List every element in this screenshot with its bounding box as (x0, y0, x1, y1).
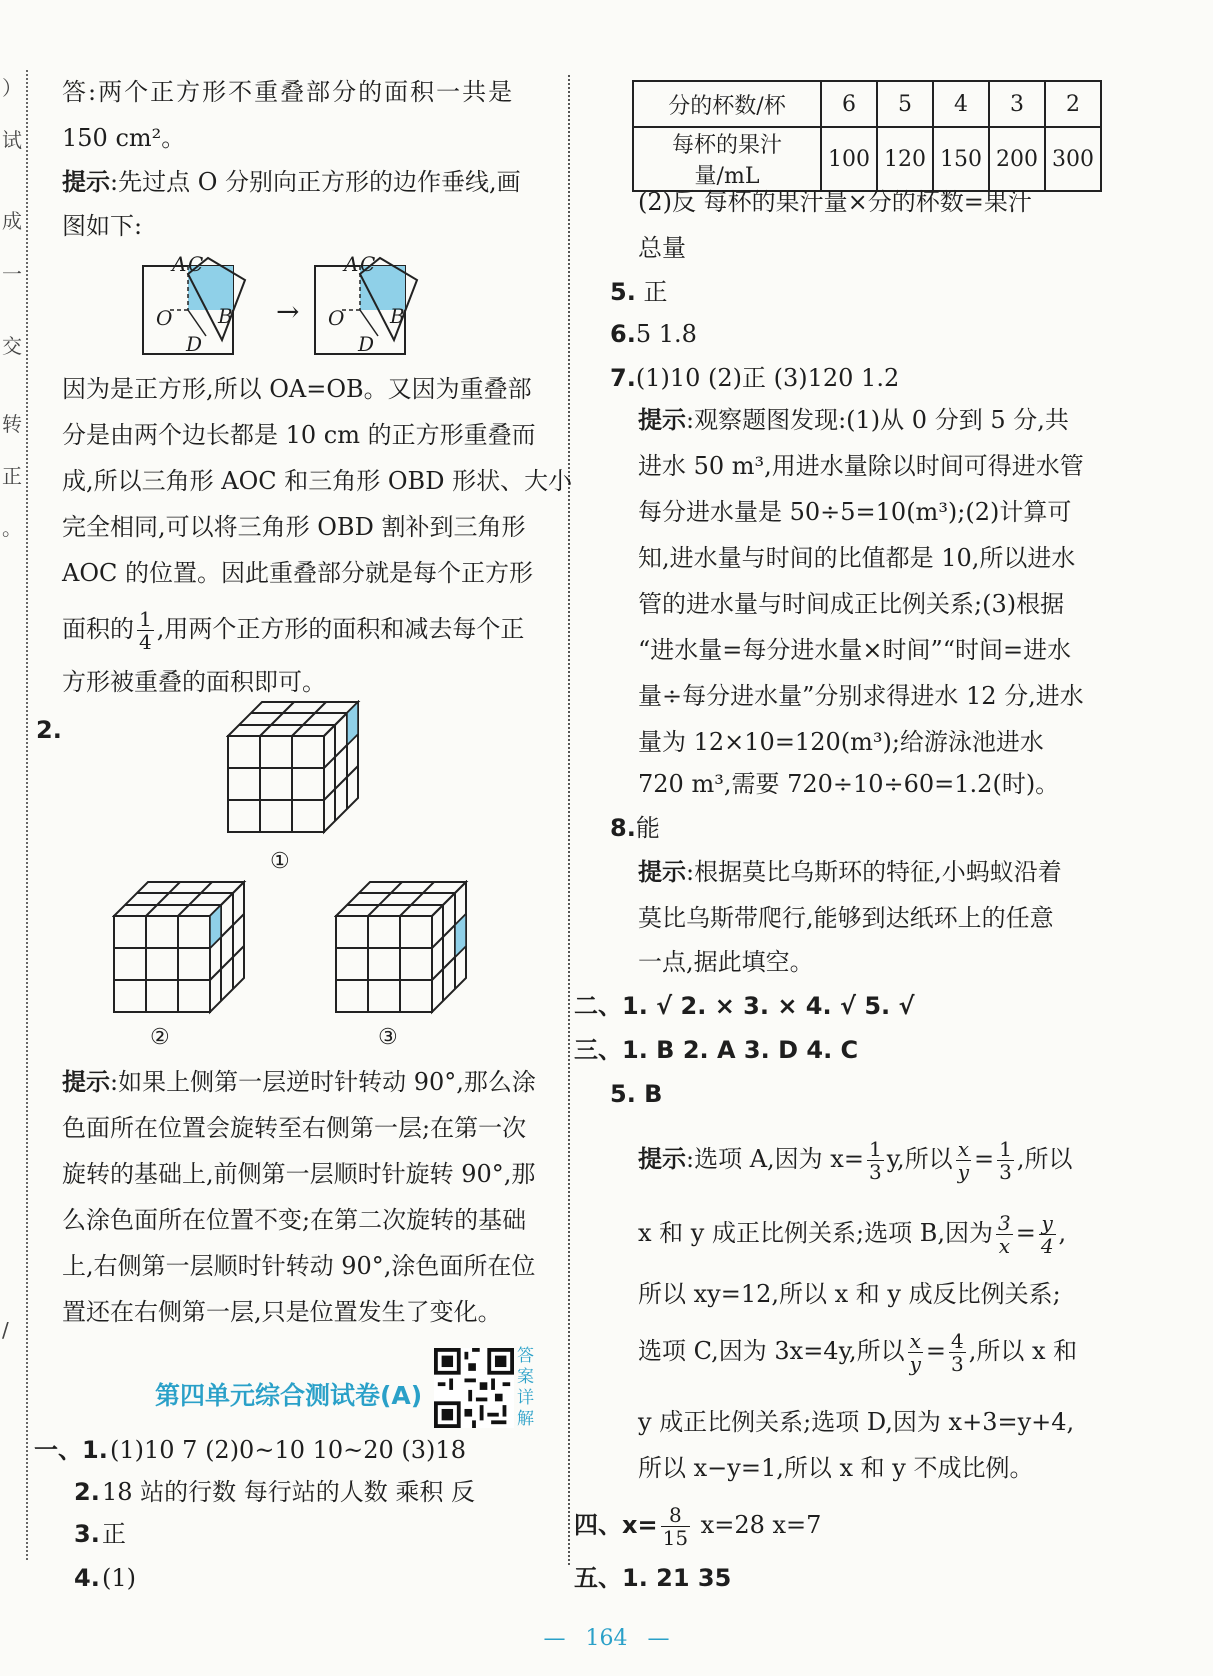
hint-line: 一点,据此填空。 (638, 948, 814, 976)
explanation-line: 分是由两个边长都是 10 cm 的正方形重叠而 (62, 421, 536, 449)
question-number: 4. (74, 1564, 100, 1592)
table-cell: 5 (877, 81, 933, 127)
hint-line: 提示:选项 A,因为 x= $\frac{1}{3}$ y,所以 $\frac{x}{y}$ = $\frac{1}{3}$ ,所以 (638, 1137, 1073, 1184)
fig-label-B: B (390, 304, 405, 328)
hint-line: 色面所在位置会旋转至右侧第一层;在第一次 (62, 1114, 527, 1142)
column-divider (568, 75, 570, 1565)
hint-line: 置还在右侧第一层,只是位置发生了变化。 (62, 1298, 502, 1326)
margin-char: 一 (2, 262, 22, 286)
hint-line: 提示:根据莫比乌斯环的特征,小蚂蚁沿着 (638, 858, 1062, 886)
answer-line: 总量 (638, 234, 686, 262)
margin-char: 转 (2, 412, 22, 436)
answer-line: 5. 正 (610, 278, 668, 306)
explanation-line: 因为是正方形,所以 OA=OB。又因为重叠部 (62, 375, 532, 403)
table-cell: 4 (933, 81, 989, 127)
fig-label-B: B (218, 304, 233, 328)
question-number: 一、1. (34, 1436, 108, 1464)
hint-line: 提示:观察题图发现:(1)从 0 分到 5 分,共 (638, 406, 1069, 434)
fraction: $\frac{1}{3}$ (999, 1137, 1012, 1184)
fraction: $\frac{8}{15}$ (662, 1503, 689, 1550)
hint-line: 旋转的基础上,前侧第一层顺时针旋转 90°,那 (62, 1160, 536, 1188)
fraction: $\frac{x}{y}$ (957, 1137, 969, 1184)
fig-label-C: C (188, 252, 204, 276)
table-cell: 100 (821, 127, 877, 191)
fig-label-D: D (358, 332, 375, 356)
binding-margin-line (26, 70, 28, 1560)
margin-char: 试 (2, 128, 22, 152)
answer-line: (1) (102, 1564, 136, 1592)
answer-line: 8.能 (610, 814, 660, 842)
hint-line: 提示:先过点 O 分别向正方形的边作垂线,画 (62, 168, 521, 196)
margin-char: 。 (2, 516, 22, 540)
cube-figure-1 (226, 700, 366, 840)
hint-line: x 和 y 成正比例关系;选项 B,因为 $\frac{3}{x}$ = $\frac{y}{4}$ , (638, 1211, 1067, 1258)
hint-line: 所以 x−y=1,所以 x 和 y 不成比例。 (638, 1454, 1034, 1482)
table-row (633, 81, 1101, 127)
table-cell: 每杯的果汁量/mL (633, 127, 821, 191)
hint-line: 进水 50 m³,用进水量除以时间可得进水管 (638, 452, 1084, 480)
hint-line: 莫比乌斯带爬行,能够到达纸环上的任意 (638, 904, 1054, 932)
answer-line: 18 站的行数 每行站的人数 乘积 反 (102, 1478, 476, 1506)
fig-label-D: D (186, 332, 203, 356)
answer-line: (1)10 7 (2)0~10 10~20 (3)18 (110, 1436, 466, 1464)
answer-line: 正 (102, 1520, 126, 1548)
answer-line: 150 cm²。 (62, 124, 186, 152)
hint-line: 上,右侧第一层顺时针转动 90°,涂色面所在位 (62, 1252, 536, 1280)
hint-line: 量÷每分进水量”分别求得进水 12 分,进水 (638, 682, 1084, 710)
hint-line: 知,进水量与时间的比值都是 10,所以进水 (638, 544, 1076, 572)
explanation-line: 完全相同,可以将三角形 OBD 割补到三角形 (62, 513, 526, 541)
table-cell: 150 (933, 127, 989, 191)
question-number: 2. (36, 716, 62, 744)
fig-label-C: C (360, 252, 376, 276)
hint-line: 每分进水量是 50÷5=10(m³);(2)计算可 (638, 498, 1072, 526)
juice-table (632, 80, 1102, 192)
hint-line: 量为 12×10=120(m³);给游泳池进水 (638, 728, 1044, 756)
arrow-icon: → (276, 295, 300, 328)
fraction: $\frac{x}{y}$ (909, 1329, 921, 1376)
hint-label: 提示 (62, 168, 110, 196)
fig-label-O: O (156, 306, 173, 330)
hint-line: 720 m³,需要 720÷10÷60=1.2(时)。 (638, 770, 1060, 798)
answer-line: 三、1. B 2. A 3. D 4. C (574, 1036, 859, 1064)
table-cell: 200 (989, 127, 1045, 191)
margin-char: / (2, 1318, 9, 1342)
cube-label-2: ② (150, 1025, 170, 1050)
hint-line: y 成正比例关系;选项 D,因为 x+3=y+4, (638, 1408, 1075, 1436)
table-cell: 3 (989, 81, 1045, 127)
table-cell: 2 (1045, 81, 1101, 127)
hint-line: “进水量=每分进水量×时间”“时间=进水 (638, 636, 1072, 664)
margin-char: 交 (2, 334, 22, 358)
answer-line: 五、1. 21 35 (574, 1564, 732, 1592)
margin-char: 正 (2, 464, 22, 488)
fig-label-A: A (344, 252, 359, 276)
cube-figure-2 (112, 880, 252, 1020)
table-cell: 120 (877, 127, 933, 191)
explanation-line: 成,所以三角形 AOC 和三角形 OBD 形状、大小 (62, 467, 573, 495)
section-heading: 第四单元综合测试卷(A) (155, 1381, 423, 1410)
explanation-line: 面积的 $\frac{1}{4}$ ,用两个正方形的面积和减去每个正 (62, 607, 525, 654)
fraction: $\frac{y}{4}$ (1040, 1211, 1054, 1258)
fig-label-O: O (328, 306, 345, 330)
cube-label-3: ③ (378, 1025, 398, 1050)
fig-label-A: A (172, 252, 187, 276)
question-number: 2. (74, 1478, 100, 1506)
hint-line: 选项 C,因为 3x=4y,所以 $\frac{x}{y}$ = $\frac{4}{3}$ ,所以 x 和 (638, 1329, 1078, 1376)
hint-line: 么涂色面所在位置不变;在第二次旋转的基础 (62, 1206, 527, 1234)
table-cell: 6 (821, 81, 877, 127)
table-cell: 分的杯数/杯 (633, 81, 821, 127)
answer-line: 四、x= $\frac{8}{15}$ x=28 x=7 (574, 1503, 822, 1550)
answer-line: 答:两个正方形不重叠部分的面积一共是 (62, 78, 515, 106)
explanation-line: 方形被重叠的面积即可。 (62, 668, 326, 696)
fraction: $\frac{1}{3}$ (868, 1137, 882, 1184)
question-number: 3. (74, 1520, 100, 1548)
fraction: $\frac{1}{4}$ (139, 607, 152, 654)
hint-line: 所以 xy=12,所以 x 和 y 成反比例关系; (638, 1280, 1061, 1308)
hint-line: 提示:如果上侧第一层逆时针转动 90°,那么涂 (62, 1068, 536, 1096)
page-number: — 164 — (543, 1626, 670, 1651)
answer-line: 7.(1)10 (2)正 (3)120 1.2 (610, 364, 900, 392)
answer-line: 5. B (610, 1080, 663, 1108)
fraction: $\frac{3}{x}$ (997, 1211, 1011, 1258)
fraction: $\frac{4}{3}$ (951, 1329, 964, 1376)
cube-figure-3 (334, 880, 474, 1020)
qr-code-icon[interactable] (434, 1348, 514, 1428)
hint-line: 图如下: (62, 212, 143, 240)
hint-line: 管的进水量与时间成正比例关系;(3)根据 (638, 590, 1065, 618)
explanation-line: AOC 的位置。因此重叠部分就是每个正方形 (62, 559, 533, 587)
answer-line: 6.5 1.8 (610, 320, 697, 348)
margin-char: ） (2, 76, 22, 100)
cube-label-1: ① (270, 849, 290, 874)
qr-label: 答案详解 (517, 1346, 534, 1429)
table-cell: 300 (1045, 127, 1101, 191)
margin-char: 成 (2, 209, 22, 233)
answer-line: 二、1. √ 2. × 3. × 4. √ 5. √ (574, 992, 915, 1020)
table-row (633, 127, 1101, 191)
answer-line: (2)反 每杯的果汁量×分的杯数=果汁 (638, 188, 1032, 216)
